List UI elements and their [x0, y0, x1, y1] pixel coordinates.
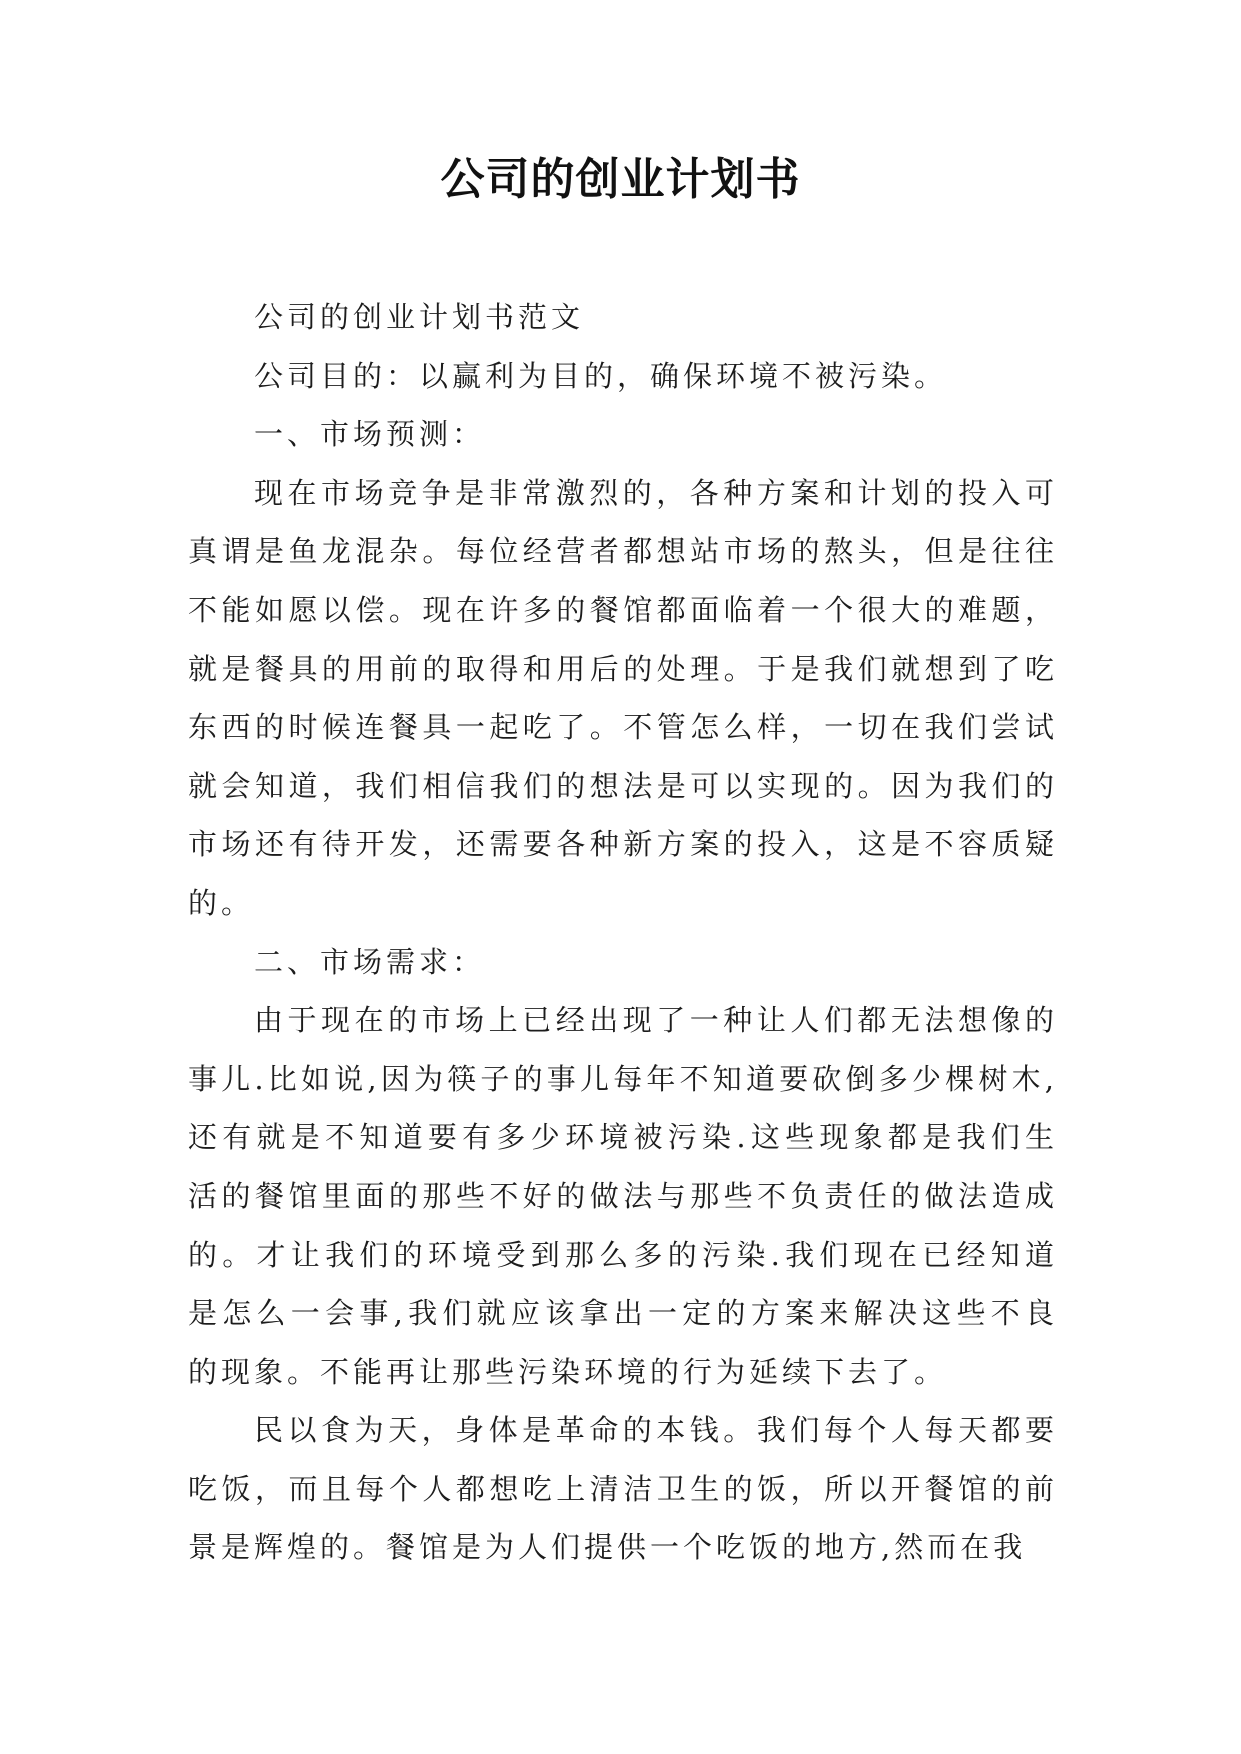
document-body	[188, 288, 1058, 1577]
paragraph-subtitle: 公司的创业计划书范文	[254, 300, 585, 334]
paragraph-market-forecast: 现在市场竞争是非常激烈的，各种方案和计划的投入可真谓是鱼龙混杂。每位经营者都想站市场的熬头，但是往往不能如愿以偿。现在许多的餐馆都面临着一个很大的难题，就是餐具的用前的取得和用后的处理。于是我们就想到了吃东西的时候连餐具一起吃了。不管怎么样，一切在我们尝试就会知道，我们相信我们的想法是可以实现的。因为我们的市场还有待开发，还需要各种新方案的投入，这是不容质疑的。	[188, 475, 1058, 920]
section-heading-market-demand: 二、市场需求：	[254, 944, 486, 979]
document-title: 公司的创业计划书	[440, 154, 801, 205]
paragraph-company-purpose: 公司目的：以赢利为目的，确保环境不被污染。	[254, 358, 948, 393]
paragraph-food-outlook: 民以食为天，身体是革命的本钱。我们每个人每天都要吃饭，而且每个人都想吃上清洁卫生的饭，所以开餐馆的前景是辉煌的。餐馆是为人们提供一个吃饭的地方,然而在我	[188, 1413, 1058, 1565]
section-heading-market-forecast: 一、市场预测：	[254, 417, 486, 452]
paragraph-market-demand: 由于现在的市场上已经出现了一种让人们都无法想像的事儿.比如说,因为筷子的事儿每年不知道要砍倒多少棵树木,还有就是不知道要有多少环境被污染.这些现象都是我们生活的餐馆里面的那些不好的做法与那些不负责任的做法造成的。才让我们的环境受到那么多的污染.我们现在已经知道是怎么一会事,我们就应该拿出一定的方案来解决这些不良的现象。不能再让那些污染环境的行为延续下去了。	[188, 1003, 1058, 1389]
